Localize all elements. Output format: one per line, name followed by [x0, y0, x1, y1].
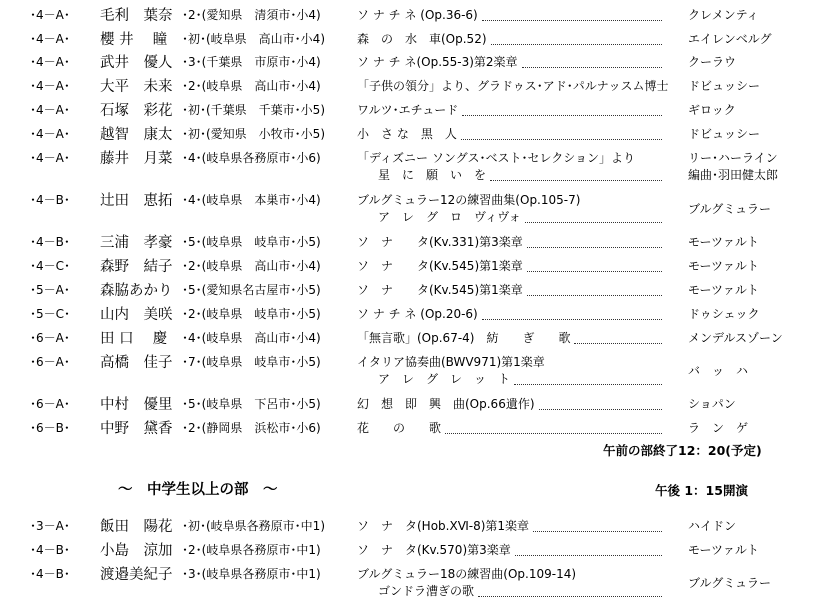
performer-name: 高橋 佳子	[100, 355, 173, 371]
class-label: ･6－A･	[30, 397, 70, 411]
piece-subtitle: ア レ グ ロ ヴィヴォ	[378, 210, 521, 224]
piece-subtitle: ゴンドラ漕ぎの歌	[378, 584, 475, 598]
performer-name: 山内 美咲	[100, 307, 173, 323]
piece-title: 「ディズニー ソングス･ベスト･セレクション」より	[357, 151, 636, 165]
leader-dots	[490, 166, 662, 181]
class-label: ･5－A･	[30, 283, 70, 297]
piece-title: イタリア協奏曲(BWV971)第1楽章	[357, 355, 545, 369]
performer-name: 越智 康太	[100, 127, 173, 143]
piece-title: ソ ナ チ ネ(Op.55-3)第2楽章	[357, 55, 518, 69]
piece-title: 「無言歌」(Op.67-4) 紡 ぎ 歌	[357, 331, 571, 345]
piece-title: ソ ナ タ(Kv.545)第1楽章	[357, 283, 523, 297]
afternoon-start-note: 午後 1：15開演	[655, 483, 748, 498]
leader-dots	[574, 329, 662, 344]
grade-and-region: ･2･(岐阜県 高山市･小4)	[182, 259, 321, 273]
class-label: ･4－B･	[30, 235, 70, 249]
leader-dots	[478, 582, 662, 597]
grade-and-region: ･初･(愛知県 小牧市･小5)	[182, 127, 325, 141]
leader-dots	[445, 419, 662, 434]
piece-title: ソ ナ タ(Hob.XⅥ-8)第1楽章	[357, 519, 530, 533]
leader-dots	[482, 6, 662, 21]
piece-title: 「子供の領分」より、グラドゥス･アド･パルナッスム博士	[357, 79, 669, 93]
leader-dots	[525, 208, 662, 223]
composer-name: クーラウ	[688, 55, 737, 69]
class-label: ･6－A･	[30, 355, 70, 369]
leader-dots	[491, 30, 662, 45]
performer-name: 渡邉美紀子	[100, 567, 173, 583]
composer-name: メンデルスゾーン	[688, 331, 783, 345]
grade-and-region: ･初･(岐阜県各務原市･中1)	[182, 519, 325, 533]
section-title: ～ 中学生以上の部 ～	[118, 482, 278, 498]
piece-title: 森 の 水 車(Op.52)	[357, 32, 487, 46]
piece-subtitle: 星 に 願 い を	[378, 168, 487, 182]
piece-title: ワルツ･エチュード	[357, 103, 459, 117]
class-label: ･4－A･	[30, 8, 70, 22]
piece-subtitle: ア レ グ レ ッ ト	[378, 372, 511, 386]
composer-name-secondary: バ ッ ハ	[688, 364, 749, 378]
class-label: ･6－A･	[30, 331, 70, 345]
leader-dots	[482, 305, 662, 320]
performer-name: 三浦 孝豪	[100, 235, 173, 251]
class-label: ･4－C･	[30, 259, 71, 273]
class-label: ･4－A･	[30, 103, 70, 117]
piece-title: ソ ナ タ(Kv.545)第1楽章	[357, 259, 523, 273]
composer-name-secondary: ブルグミュラー	[688, 202, 772, 216]
piece-title: 花 の 歌	[357, 421, 442, 435]
grade-and-region: ･5･(岐阜県 岐阜市･小5)	[182, 235, 321, 249]
grade-and-region: ･3･(岐阜県各務原市･中1)	[182, 567, 321, 581]
leader-dots	[527, 281, 662, 296]
piece-title: ソ ナ タ(Kv.331)第3楽章	[357, 235, 523, 249]
performer-name: 毛利 葉奈	[100, 8, 173, 24]
piece-title: ソ ナ タ(Kv.570)第3楽章	[357, 543, 511, 557]
leader-dots	[462, 101, 662, 116]
grade-and-region: ･2･(愛知県 清須市･小4)	[182, 8, 321, 22]
leader-dots	[514, 370, 662, 385]
grade-and-region: ･2･(岐阜県各務原市･中1)	[182, 543, 321, 557]
class-label: ･6－B･	[30, 421, 70, 435]
grade-and-region: ･5･(愛知県名古屋市･小5)	[182, 283, 321, 297]
grade-and-region: ･5･(岐阜県 下呂市･小5)	[182, 397, 321, 411]
performer-name: 武井 優人	[100, 55, 173, 71]
composer-name: モーツァルト	[688, 543, 759, 557]
composer-name-secondary: ブルグミュラー	[688, 576, 772, 590]
composer-name: ハイドン	[688, 519, 737, 533]
piece-title: 小 さ な 黒 人	[357, 127, 457, 141]
grade-and-region: ･4･(岐阜県各務原市･小6)	[182, 151, 321, 165]
grade-and-region: ･初･(岐阜県 高山市･小4)	[182, 32, 325, 46]
composer-name: モーツァルト	[688, 235, 759, 249]
performer-name: 藤井 月菜	[100, 151, 173, 167]
leader-dots	[527, 233, 662, 248]
composer-name: ギロック	[688, 103, 736, 117]
composer-name-secondary: 編曲･羽田健太郎	[688, 168, 779, 182]
composer-name: ドゥシェック	[688, 307, 760, 321]
grade-and-region: ･2･(静岡県 浜松市･小6)	[182, 421, 321, 435]
grade-and-region: ･初･(千葉県 千葉市･小5)	[182, 103, 325, 117]
performer-name: 田 口 慶	[100, 331, 168, 347]
performer-name: 大平 未来	[100, 79, 173, 95]
grade-and-region: ･2･(岐阜県 岐阜市･小5)	[182, 307, 321, 321]
leader-dots	[515, 541, 662, 556]
composer-name: ドビュッシー	[688, 79, 761, 93]
leader-dots	[533, 517, 662, 532]
performer-name: 石塚 彩花	[100, 103, 173, 119]
performer-name: 飯田 陽花	[100, 519, 173, 535]
composer-name: モーツァルト	[688, 259, 759, 273]
piece-title: ソ ナ チ ネ (Op.36-6)	[357, 8, 478, 22]
class-label: ･5－C･	[30, 307, 71, 321]
morning-end-note: 午前の部終了12：20(予定)	[603, 443, 762, 458]
class-label: ･4－B･	[30, 193, 70, 207]
leader-dots	[522, 53, 662, 68]
piece-title: ソ ナ チ ネ (Op.20-6)	[357, 307, 478, 321]
performer-name: 中野 黛香	[100, 421, 173, 437]
composer-name: ショパン	[688, 397, 736, 411]
performer-name: 中村 優里	[100, 397, 173, 413]
composer-name: ラ ン ゲ	[688, 421, 749, 435]
class-label: ･4－A･	[30, 127, 70, 141]
piece-title: ブルグミュラー18の練習曲(Op.109-14)	[357, 567, 577, 581]
class-label: ･3－A･	[30, 519, 70, 533]
piece-title: ブルグミュラー12の練習曲集(Op.105-7)	[357, 193, 581, 207]
grade-and-region: ･2･(岐阜県 高山市･小4)	[182, 79, 321, 93]
class-label: ･4－A･	[30, 32, 70, 46]
piece-title: 幻 想 即 興 曲(Op.66遺作)	[357, 397, 535, 411]
performer-name: 森脇あかり	[100, 283, 173, 299]
class-label: ･4－B･	[30, 567, 70, 581]
grade-and-region: ･4･(岐阜県 本巣市･小4)	[182, 193, 321, 207]
composer-name: モーツァルト	[688, 283, 759, 297]
leader-dots	[527, 257, 662, 272]
performer-name: 森野 結子	[100, 259, 173, 275]
class-label: ･4－A･	[30, 55, 70, 69]
leader-dots	[539, 395, 662, 410]
class-label: ･4－B･	[30, 543, 70, 557]
grade-and-region: ･3･(千葉県 市原市･小4)	[182, 55, 321, 69]
composer-name: エイレンベルグ	[688, 32, 772, 46]
leader-dots	[461, 125, 662, 140]
composer-name: ドビュッシー	[688, 127, 761, 141]
grade-and-region: ･7･(岐阜県 岐阜市･小5)	[182, 355, 321, 369]
performer-name: 辻田 恵拓	[100, 193, 173, 209]
composer-name: クレメンティ	[688, 8, 759, 22]
composer-name: リー･ハーライン	[688, 151, 778, 165]
performer-name: 櫻 井 瞳	[100, 32, 168, 48]
class-label: ･4－A･	[30, 79, 70, 93]
grade-and-region: ･4･(岐阜県 高山市･小4)	[182, 331, 321, 345]
performer-name: 小島 涼加	[100, 543, 173, 559]
class-label: ･4－A･	[30, 151, 70, 165]
